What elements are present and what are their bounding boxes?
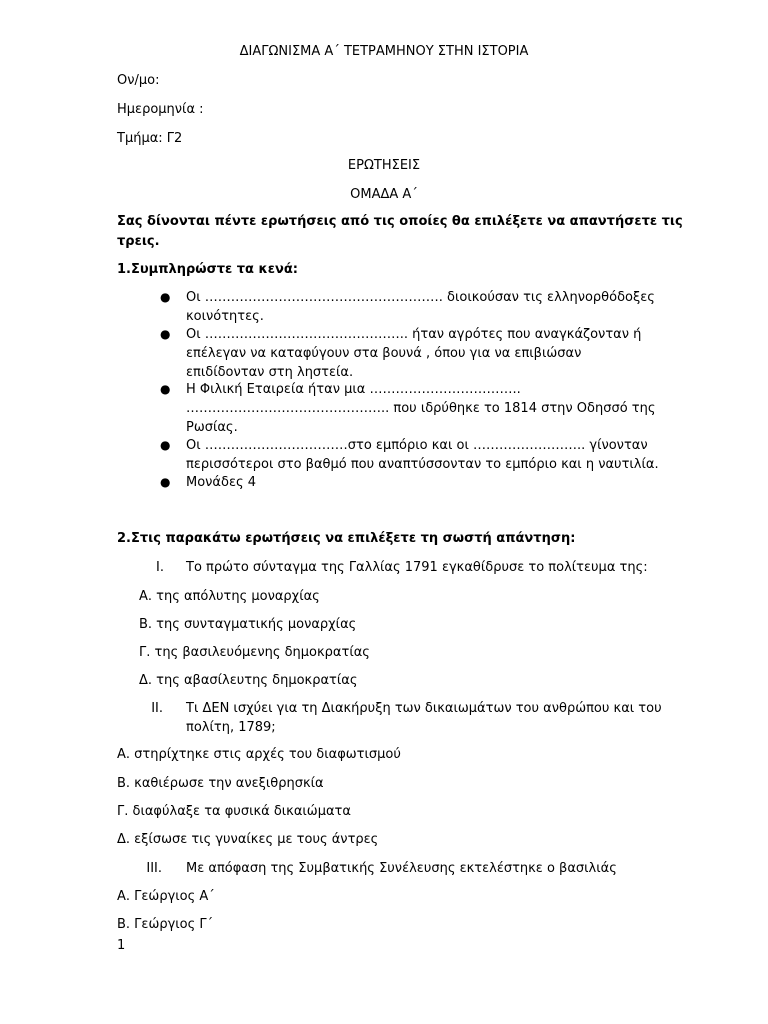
- fill-blank-line: Οι ……………………………………….. ήταν αγρότες που αναγκάζονταν ή: [186, 327, 642, 342]
- fill-blank-line: περισσότεροι στο βαθμό που αναπτύσσονταν το εμπόριο και η ναυτιλία.: [186, 457, 659, 472]
- document-title: ΔΙΑΓΩΝΙΣΜΑ Α΄ ΤΕΤΡΑΜΗΝΟΥ ΣΤΗΝ ΙΣΤΟΡΙΑ: [239, 44, 529, 59]
- answer-option: Β. της συνταγματικής μοναρχίας: [139, 617, 357, 632]
- answer-option: Γ. της βασιλευόμενης δημοκρατίας: [139, 645, 370, 660]
- fill-blank-line: Ρωσίας.: [186, 420, 238, 435]
- answer-option: Α. στηρίχτηκε στις αρχές του διαφωτισμού: [117, 747, 401, 762]
- bullet-icon: ●: [160, 438, 171, 452]
- bullet-icon: ●: [160, 475, 171, 489]
- question-2-title: 2.Στις παρακάτω ερωτήσεις να επιλέξετε τη σωστή απάντηση:: [117, 531, 576, 546]
- fill-blank-line: κοινότητες.: [186, 309, 264, 324]
- name-field: Ον/μο:: [117, 73, 160, 88]
- class-field: Τμήμα: Γ2: [117, 131, 183, 146]
- instructions-line-1: Σας δίνονται πέντε ερωτήσεις από τις οποίες θα επιλέξετε να απαντήσετε τις: [117, 214, 683, 229]
- points-label: Μονάδες 4: [186, 475, 257, 490]
- answer-option: Γ. διαφύλαξε τα φυσικά δικαιώματα: [117, 804, 351, 819]
- answer-option: Β. καθιέρωσε την ανεξιθρησκία: [117, 776, 324, 791]
- fill-blank-line: ……………………………………….. που ιδρύθηκε το 1814 στην Οδησσό της: [186, 401, 656, 416]
- answer-option: Α. Γεώργιος Α΄: [117, 889, 215, 904]
- sub-question-text: πολίτη, 1789;: [186, 720, 276, 735]
- bullet-icon: ●: [160, 290, 171, 304]
- answer-option: Δ. της αβασίλευτης δημοκρατίας: [139, 673, 358, 688]
- sub-question-text: Το πρώτο σύνταγμα της Γαλλίας 1791 εγκαθίδρυσε το πολίτευμα της:: [186, 560, 648, 575]
- answer-option: Β. Γεώργιος Γ΄: [117, 917, 214, 932]
- fill-blank-line: Οι ………………………………………………. διοικούσαν τις ελληνορθόδοξες: [186, 290, 655, 305]
- bullet-icon: ●: [160, 382, 171, 396]
- questions-heading: ΕΡΩΤΗΣΕΙΣ: [347, 158, 421, 173]
- answer-option: Α. της απόλυτης μοναρχίας: [139, 589, 320, 604]
- sub-question-text: Με απόφαση της Συμβατικής Συνέλευσης εκτελέστηκε ο βασιλιάς: [186, 861, 617, 876]
- page-number: 1: [117, 938, 126, 953]
- instructions-line-2: τρεις.: [117, 234, 160, 249]
- fill-blank-line: επέλεγαν να καταφύγουν στα βουνά , όπου για να επιβιώσαν: [186, 346, 582, 361]
- answer-option: Δ. εξίσωσε τις γυναίκες με τους άντρες: [117, 832, 379, 847]
- fill-blank-line: Οι ……………………………στο εμπόριο και οι …………………….. γίνονταν: [186, 438, 648, 453]
- date-field: Ημερομηνία :: [117, 102, 204, 117]
- roman-numeral: III.: [146, 861, 162, 876]
- fill-blank-line: Η Φιλική Εταιρεία ήταν μια ……………………………..: [186, 382, 521, 397]
- roman-numeral: II.: [151, 701, 163, 716]
- group-heading: ΟΜΑΔΑ Α΄: [350, 187, 418, 202]
- sub-question-text: Τι ΔΕΝ ισχύει για τη Διακήρυξη των δικαιωμάτων του ανθρώπου και του: [186, 701, 662, 716]
- fill-blank-line: επιδίδονταν στη ληστεία.: [186, 365, 354, 380]
- roman-numeral: I.: [156, 560, 164, 575]
- question-1-title: 1.Συμπληρώστε τα κενά:: [117, 262, 298, 277]
- bullet-icon: ●: [160, 327, 171, 341]
